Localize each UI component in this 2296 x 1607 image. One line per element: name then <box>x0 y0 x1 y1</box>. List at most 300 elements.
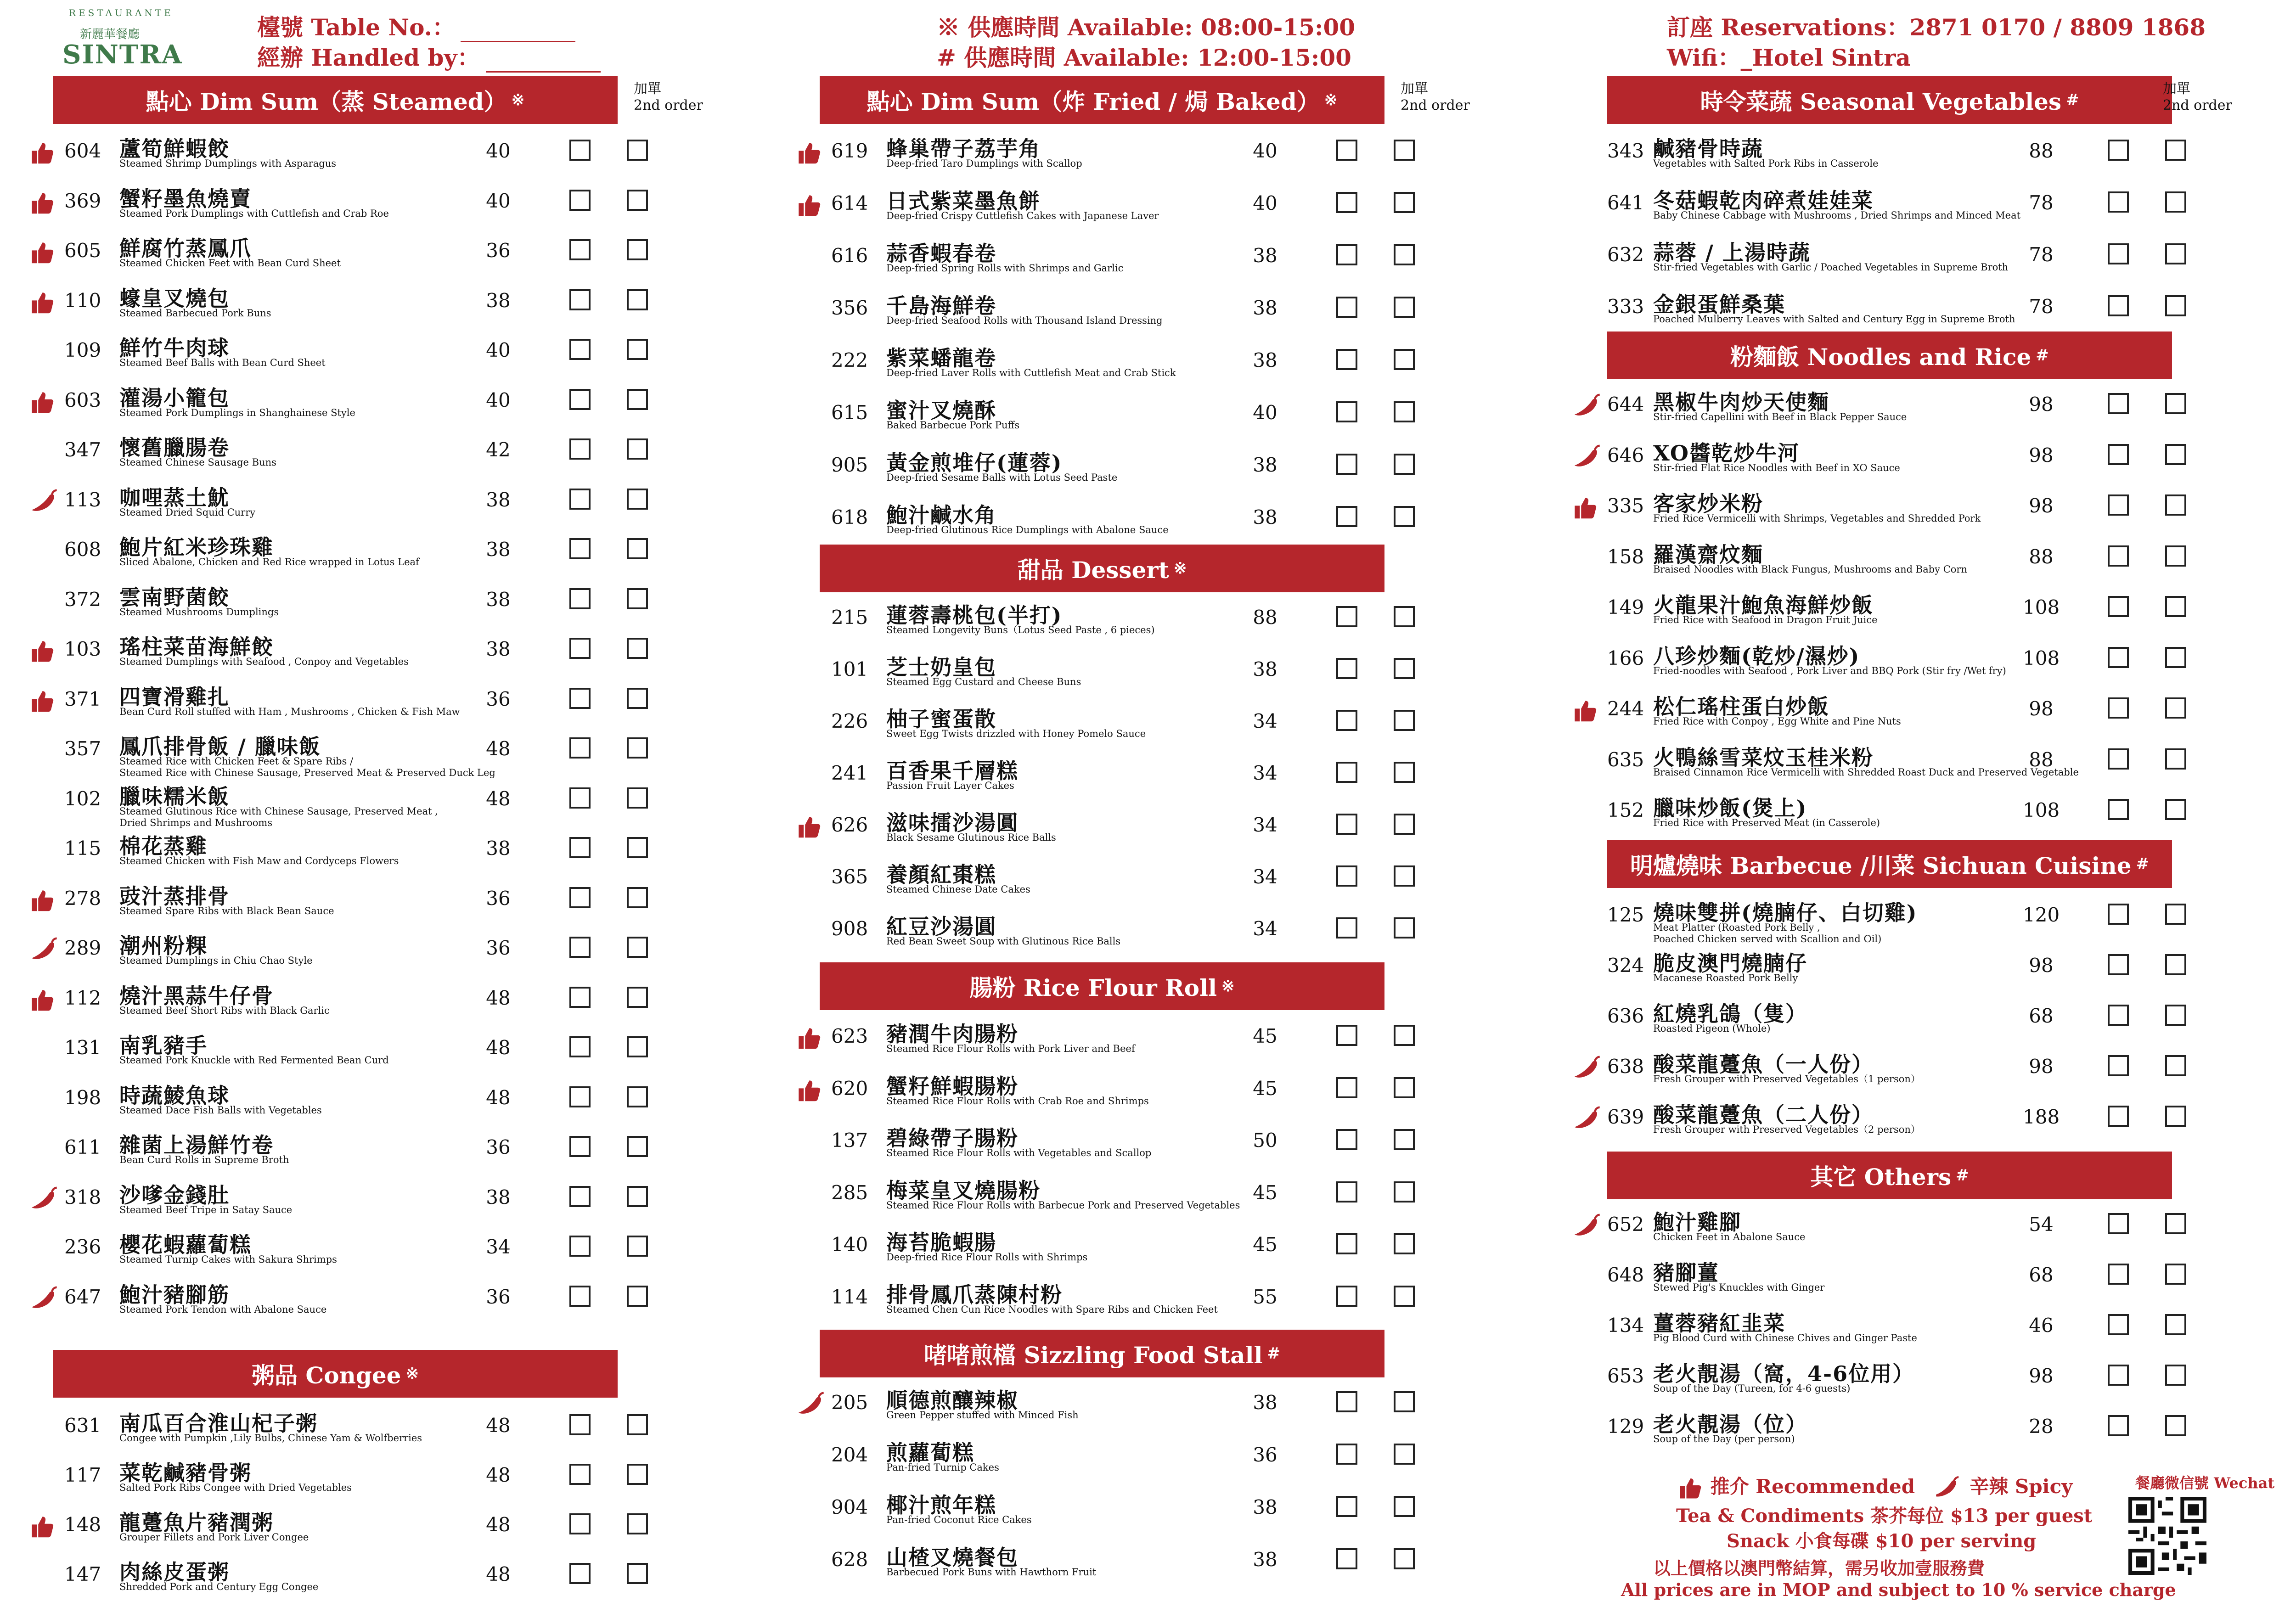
second-order-checkbox[interactable] <box>2165 799 2186 820</box>
second-order-checkbox[interactable] <box>627 1036 648 1057</box>
second-order-checkbox[interactable] <box>2165 954 2186 975</box>
menu-item <box>794 1120 1437 1169</box>
second-order-checkbox[interactable] <box>627 1563 648 1584</box>
order-checkbox[interactable] <box>569 339 591 360</box>
no-mark <box>28 338 60 370</box>
item-code: 148 <box>64 1513 101 1536</box>
order-checkbox[interactable] <box>569 140 591 161</box>
second-order-checkbox[interactable] <box>627 389 648 410</box>
second-order-checkbox[interactable] <box>2165 393 2186 414</box>
item-name-cn: XO醬乾炒牛河 <box>1653 440 1800 466</box>
second-order-checkbox[interactable] <box>2165 494 2186 516</box>
second-order-checkbox[interactable] <box>627 638 648 659</box>
legend <box>1676 1472 2073 1502</box>
order-checkbox[interactable] <box>2108 191 2129 213</box>
order-checkbox[interactable] <box>569 1136 591 1157</box>
item-name-en: Steamed Beef Tripe in Satay Sauce <box>119 1204 293 1215</box>
item-name-cn: 臘味糯米飯 <box>119 784 230 809</box>
no-mark <box>28 1135 60 1167</box>
order-checkbox[interactable] <box>569 1086 591 1107</box>
order-checkbox[interactable] <box>2108 1314 2129 1335</box>
menu-item <box>794 392 1437 442</box>
item-code: 110 <box>64 289 101 312</box>
second-order-checkbox[interactable] <box>2165 748 2186 770</box>
order-checkbox[interactable] <box>2108 799 2129 820</box>
order-checkbox[interactable] <box>569 190 591 211</box>
item-name-cn: 豬腳薑 <box>1653 1260 1719 1285</box>
handled-by-input[interactable] <box>486 50 601 73</box>
second-order-checkbox[interactable] <box>2165 647 2186 668</box>
wechat-label: 餐廳微信號 Wechat <box>2135 1474 2275 1492</box>
item-name-en: Congee with Pumpkin ,Lily Bulbs, Chinese Yam & Wolfberries <box>119 1433 422 1444</box>
second-order-checkbox[interactable] <box>1394 865 1415 887</box>
second-order-checkbox[interactable] <box>627 1086 648 1107</box>
second-order-checkbox[interactable] <box>1394 1181 1415 1202</box>
item-price: 48 <box>486 1086 511 1109</box>
item-price: 38 <box>486 488 511 511</box>
item-price: 36 <box>486 687 511 710</box>
second-order-checkbox[interactable] <box>627 737 648 759</box>
second-order-checkbox[interactable] <box>1394 606 1415 627</box>
no-mark <box>794 865 827 897</box>
order-checkbox[interactable] <box>569 937 591 958</box>
second-order-checkbox[interactable] <box>627 1186 648 1207</box>
second-order-checkbox[interactable] <box>627 588 648 609</box>
second-order-checkbox[interactable] <box>627 1286 648 1307</box>
item-name-cn: 鮑汁豬腳筋 <box>119 1282 230 1307</box>
second-order-checkbox[interactable] <box>1394 1025 1415 1046</box>
recommended-mark <box>28 637 60 669</box>
order-checkbox[interactable] <box>1336 1233 1357 1254</box>
second-order-checkbox[interactable] <box>627 887 648 908</box>
item-name-en: Fried Rice Vermicelli with Shrimps, Vegetables and Shredded Pork <box>1653 513 1981 524</box>
order-checkbox[interactable] <box>2108 545 2129 567</box>
second-order-checkbox[interactable] <box>1394 401 1415 422</box>
table-no-input[interactable] <box>461 20 575 42</box>
order-checkbox[interactable] <box>2108 1365 2129 1386</box>
item-price: 188 <box>2023 1106 2060 1128</box>
second-order-checkbox[interactable] <box>2165 140 2186 161</box>
second-order-checkbox[interactable] <box>1394 192 1415 213</box>
menu-item <box>28 230 670 280</box>
second-order-checkbox[interactable] <box>1394 506 1415 527</box>
thumbs-up-icon <box>28 238 56 267</box>
order-checkbox[interactable] <box>2108 140 2129 161</box>
no-mark <box>794 400 827 433</box>
thumbs-up-icon <box>794 1076 823 1105</box>
order-checkbox[interactable] <box>2108 1106 2129 1127</box>
order-checkbox[interactable] <box>1336 606 1357 627</box>
order-checkbox[interactable] <box>569 389 591 410</box>
order-checkbox[interactable] <box>569 1186 591 1207</box>
order-checkbox[interactable] <box>2108 444 2129 465</box>
order-checkbox[interactable] <box>1336 1286 1357 1307</box>
second-order-checkbox[interactable] <box>1394 710 1415 731</box>
item-name-en: Stir-fried Flat Rice Noodles with Beef in XO Sauce <box>1653 462 1900 473</box>
second-order-checkbox[interactable] <box>627 1513 648 1534</box>
menu-item <box>794 856 1437 906</box>
section-mark: ※ <box>1173 559 1187 578</box>
item-name-cn: 蠔皇叉燒包 <box>119 286 230 311</box>
thumbs-up-icon <box>794 139 823 167</box>
second-order-checkbox[interactable] <box>2165 444 2186 465</box>
order-checkbox[interactable] <box>1336 1444 1357 1465</box>
second-order-checkbox[interactable] <box>2165 1055 2186 1076</box>
right-column <box>1570 0 2296 1607</box>
item-name-en: Deep-fried Sesame Balls with Lotus Seed Paste <box>886 472 1118 483</box>
menu-item <box>1570 587 2213 636</box>
item-name-cn: 火龍果汁鮑魚海鮮炒飯 <box>1653 593 1874 618</box>
menu-item <box>1570 739 2213 789</box>
item-name-en: Steamed Beef Balls with Bean Curd Sheet <box>119 357 326 368</box>
menu-item <box>794 130 1437 180</box>
second-order-checkbox[interactable] <box>1394 297 1415 318</box>
chili-icon <box>1931 1474 1963 1502</box>
recommended-mark <box>794 1024 827 1056</box>
item-price: 34 <box>1253 917 1277 940</box>
item-name-en: Baked Barbecue Pork Puffs <box>886 420 1020 431</box>
order-checkbox[interactable] <box>2108 647 2129 668</box>
item-name-en: Steamed Chinese Date Cakes <box>886 884 1030 895</box>
no-mark <box>1570 1414 1603 1446</box>
order-checkbox[interactable] <box>1336 1548 1357 1569</box>
item-name-cn: 蜜汁叉燒酥 <box>886 398 996 423</box>
second-order-checkbox[interactable] <box>1394 1077 1415 1098</box>
order-checkbox[interactable] <box>569 1036 591 1057</box>
order-checkbox[interactable] <box>569 239 591 260</box>
menu-item <box>794 340 1437 389</box>
second-order-checkbox[interactable] <box>627 1236 648 1257</box>
order-checkbox[interactable] <box>1336 506 1357 527</box>
order-checkbox[interactable] <box>1336 349 1357 370</box>
item-name-cn: 鳳爪排骨飯 / 臘味飯 <box>119 734 321 759</box>
item-price: 40 <box>1253 401 1277 424</box>
item-price: 36 <box>486 937 511 959</box>
second-order-checkbox[interactable] <box>627 239 648 260</box>
section-title: 時令菜蔬 Seasonal Vegetables <box>1700 88 2062 115</box>
item-name-cn: 紅燒乳鴿（隻） <box>1653 1001 1807 1026</box>
no-mark <box>794 1443 827 1475</box>
order-checkbox[interactable] <box>569 489 591 510</box>
menu-item <box>28 380 670 429</box>
second-order-checkbox[interactable] <box>627 438 648 460</box>
logo-en-text: SINTRA <box>62 39 183 70</box>
item-name-en: Fresh Grouper with Preserved Vegetables（1 person） <box>1653 1073 1920 1084</box>
menu-item <box>1570 1355 2213 1405</box>
item-name-en: Grouper Fillets and Pork Liver Congee <box>119 1532 309 1543</box>
order-checkbox[interactable] <box>1336 297 1357 318</box>
second-order-checkbox[interactable] <box>1394 244 1415 265</box>
second-order-checkbox[interactable] <box>2165 1365 2186 1386</box>
no-mark <box>28 836 60 868</box>
second-order-checkbox[interactable] <box>1394 1444 1415 1465</box>
order-checkbox[interactable] <box>2108 697 2129 719</box>
item-name-en: Red Bean Sweet Soup with Glutinous Rice Balls <box>886 936 1121 947</box>
second-order-checkbox[interactable] <box>627 339 648 360</box>
order-checkbox[interactable] <box>1336 140 1357 161</box>
second-order-checkbox[interactable] <box>1394 1496 1415 1517</box>
no-mark <box>1570 294 1603 326</box>
item-name-cn: 養顏紅棗糕 <box>886 862 996 887</box>
menu-item <box>794 444 1437 494</box>
chili-icon <box>1570 443 1604 472</box>
order-checkbox[interactable] <box>1336 762 1357 783</box>
no-mark <box>28 1235 60 1267</box>
order-checkbox[interactable] <box>2108 954 2129 975</box>
second-order-checkbox[interactable] <box>2165 697 2186 719</box>
order-checkbox[interactable] <box>569 1563 591 1584</box>
order-checkbox[interactable] <box>1336 710 1357 731</box>
section-mark: # <box>2066 91 2079 109</box>
menu-item <box>28 1077 670 1127</box>
second-order-checkbox[interactable] <box>2165 904 2186 925</box>
order-checkbox[interactable] <box>2108 243 2129 264</box>
order-checkbox[interactable] <box>1336 192 1357 213</box>
no-mark <box>1570 545 1603 577</box>
thumbs-up-icon <box>28 687 56 715</box>
item-code: 101 <box>831 658 868 680</box>
item-name-cn: 蘆筍鮮蝦餃 <box>119 136 230 161</box>
second-order-checkbox[interactable] <box>2165 1415 2186 1436</box>
spicy-mark <box>1570 1054 1603 1086</box>
item-price: 38 <box>1253 349 1277 371</box>
order-checkbox[interactable] <box>569 438 591 460</box>
second-order-checkbox[interactable] <box>2165 1005 2186 1026</box>
second-order-label <box>1401 81 1470 114</box>
item-price: 38 <box>1253 658 1277 680</box>
menu-item <box>1570 790 2213 839</box>
order-checkbox[interactable] <box>2108 295 2129 316</box>
thumbs-up-icon <box>794 1024 823 1052</box>
item-price: 48 <box>486 1036 511 1059</box>
order-checkbox[interactable] <box>569 638 591 659</box>
item-name-cn: 冬菇蝦乾肉碎煮娃娃菜 <box>1653 188 1874 213</box>
second-order-checkbox[interactable] <box>627 1136 648 1157</box>
second-order-checkbox[interactable] <box>2165 545 2186 567</box>
order-checkbox[interactable] <box>569 887 591 908</box>
second-order-checkbox[interactable] <box>627 787 648 809</box>
second-order-checkbox[interactable] <box>627 837 648 858</box>
second-order-text: 加單 2nd order <box>1401 81 1470 113</box>
item-price: 88 <box>2029 748 2054 771</box>
item-name-cn: 黑椒牛肉炒天使麵 <box>1653 390 1829 415</box>
second-order-checkbox[interactable] <box>1394 1129 1415 1150</box>
second-order-checkbox[interactable] <box>627 538 648 559</box>
second-order-text: 加單 2nd order <box>634 81 703 113</box>
second-order-checkbox[interactable] <box>627 289 648 310</box>
no-mark <box>794 1180 827 1213</box>
order-checkbox[interactable] <box>569 588 591 609</box>
order-checkbox[interactable] <box>1336 1496 1357 1517</box>
order-checkbox[interactable] <box>569 538 591 559</box>
section-sizzling <box>820 1330 1384 1377</box>
item-price: 40 <box>486 140 511 162</box>
item-code: 614 <box>831 192 868 214</box>
no-mark <box>1570 1364 1603 1396</box>
second-order-checkbox[interactable] <box>2165 243 2186 264</box>
second-order-checkbox[interactable] <box>627 489 648 510</box>
second-order-checkbox[interactable] <box>1394 140 1415 161</box>
menu-item <box>28 1226 670 1276</box>
spicy-mark <box>1570 443 1603 475</box>
order-checkbox[interactable] <box>2108 1415 2129 1436</box>
order-checkbox[interactable] <box>569 1414 591 1435</box>
table-no-label: 檯號 Table No.： <box>257 14 455 41</box>
item-code: 356 <box>831 297 868 319</box>
second-order-checkbox[interactable] <box>1394 658 1415 679</box>
item-name-en: Deep-fried Rice Flour Rolls with Shrimps <box>886 1252 1088 1263</box>
item-name-cn: 肉絲皮蛋粥 <box>119 1560 230 1585</box>
second-order-checkbox[interactable] <box>1394 1391 1415 1412</box>
order-checkbox[interactable] <box>569 987 591 1008</box>
order-checkbox[interactable] <box>1336 401 1357 422</box>
item-price: 88 <box>2029 545 2054 568</box>
item-price: 45 <box>1253 1077 1277 1100</box>
no-mark <box>794 453 827 485</box>
item-name-cn: 南乳豬手 <box>119 1033 208 1058</box>
second-order-checkbox[interactable] <box>627 688 648 709</box>
order-checkbox[interactable] <box>569 1513 591 1534</box>
item-name-cn: 南瓜百合淮山杞子粥 <box>119 1411 318 1436</box>
order-checkbox[interactable] <box>1336 244 1357 265</box>
order-checkbox[interactable] <box>1336 1129 1357 1150</box>
item-code: 904 <box>831 1496 868 1518</box>
order-checkbox[interactable] <box>2108 494 2129 516</box>
item-code: 635 <box>1607 748 1644 771</box>
item-name-en: Steamed Dumplings in Chiu Chao Style <box>119 955 313 966</box>
menu-item <box>794 753 1437 802</box>
second-order-checkbox[interactable] <box>2165 596 2186 617</box>
menu-item <box>28 1455 670 1504</box>
menu-item <box>1570 1204 2213 1253</box>
item-code: 648 <box>1607 1264 1644 1286</box>
second-order-checkbox[interactable] <box>1394 1233 1415 1254</box>
second-order-checkbox[interactable] <box>1394 349 1415 370</box>
order-checkbox[interactable] <box>2108 393 2129 414</box>
second-order-checkbox[interactable] <box>2165 1106 2186 1127</box>
thumbs-up-icon <box>28 388 56 416</box>
item-code: 158 <box>1607 545 1644 568</box>
handled-by-field[interactable] <box>257 39 601 73</box>
logo-cn-text: 新麗華餐廳 <box>80 28 140 41</box>
order-checkbox[interactable] <box>2108 596 2129 617</box>
section-mark: ※ <box>511 91 525 109</box>
no-mark <box>28 1413 60 1445</box>
table-no-field[interactable] <box>257 9 575 42</box>
second-order-checkbox[interactable] <box>627 140 648 161</box>
order-checkbox[interactable] <box>569 688 591 709</box>
order-checkbox[interactable] <box>2108 1213 2129 1234</box>
second-order-checkbox[interactable] <box>1394 1286 1415 1307</box>
item-name-cn: 時蔬鯪魚球 <box>119 1083 230 1108</box>
order-checkbox[interactable] <box>1336 814 1357 835</box>
second-order-checkbox[interactable] <box>627 190 648 211</box>
second-order-checkbox[interactable] <box>1394 917 1415 938</box>
item-name-cn: 鮮腐竹蒸鳳爪 <box>119 236 252 261</box>
order-checkbox[interactable] <box>1336 1391 1357 1412</box>
order-checkbox[interactable] <box>1336 865 1357 887</box>
order-checkbox[interactable] <box>569 1236 591 1257</box>
order-checkbox[interactable] <box>569 737 591 759</box>
item-price: 78 <box>2029 243 2054 266</box>
item-price: 48 <box>486 737 511 760</box>
wechat-qr-code[interactable] <box>2128 1497 2206 1575</box>
menu-item <box>28 1027 670 1077</box>
order-checkbox[interactable] <box>569 289 591 310</box>
second-order-checkbox[interactable] <box>2165 191 2186 213</box>
item-name-en: Macanese Roasted Pork Belly <box>1653 972 1798 983</box>
second-order-checkbox[interactable] <box>627 1414 648 1435</box>
price-note-en: All prices are in MOP and subject to 10 % service charge <box>1621 1579 2176 1600</box>
second-order-checkbox[interactable] <box>1394 762 1415 783</box>
order-checkbox[interactable] <box>2108 1264 2129 1285</box>
order-checkbox[interactable] <box>1336 917 1357 938</box>
order-checkbox[interactable] <box>569 837 591 858</box>
item-code: 125 <box>1607 904 1644 926</box>
second-order-checkbox[interactable] <box>2165 1213 2186 1234</box>
order-checkbox[interactable] <box>569 1286 591 1307</box>
order-checkbox[interactable] <box>1336 1077 1357 1098</box>
item-name-en: Stir-fried Vegetables with Garlic / Poached Vegetables in Supreme Broth <box>1653 262 2009 273</box>
order-checkbox[interactable] <box>2108 748 2129 770</box>
item-name-cn: 雲南野菌餃 <box>119 584 230 610</box>
order-checkbox[interactable] <box>1336 1181 1357 1202</box>
item-name-en: Deep-fried Seafood Rolls with Thousand Island Dressing <box>886 315 1163 326</box>
menu-item <box>1570 130 2213 180</box>
second-order-checkbox[interactable] <box>1394 814 1415 835</box>
no-mark <box>28 1562 60 1594</box>
order-checkbox[interactable] <box>2108 1055 2129 1076</box>
menu-item <box>28 579 670 629</box>
item-name-cn: 煎蘿蔔糕 <box>886 1440 974 1465</box>
no-mark <box>1570 191 1603 223</box>
item-price: 120 <box>2023 904 2060 926</box>
no-mark <box>1570 747 1603 780</box>
order-checkbox[interactable] <box>1336 658 1357 679</box>
item-code: 205 <box>831 1391 868 1414</box>
second-order-checkbox[interactable] <box>627 937 648 958</box>
order-checkbox[interactable] <box>2108 1005 2129 1026</box>
item-name-en: Stewed Pig's Knuckles with Ginger <box>1653 1282 1825 1293</box>
second-order-checkbox[interactable] <box>627 987 648 1008</box>
second-order-checkbox[interactable] <box>1394 454 1415 475</box>
menu-item <box>794 1487 1437 1536</box>
second-order-checkbox[interactable] <box>2165 1314 2186 1335</box>
order-checkbox[interactable] <box>1336 454 1357 475</box>
no-mark <box>28 1463 60 1495</box>
item-name-cn: 紅豆沙湯圓 <box>886 914 996 939</box>
item-code: 638 <box>1607 1055 1644 1078</box>
order-checkbox[interactable] <box>569 1464 591 1485</box>
thumbs-up-icon <box>1570 494 1599 522</box>
order-checkbox[interactable] <box>569 787 591 809</box>
section-dessert <box>820 545 1384 592</box>
order-checkbox[interactable] <box>2108 904 2129 925</box>
item-code: 644 <box>1607 393 1644 416</box>
second-order-checkbox[interactable] <box>2165 295 2186 316</box>
second-order-checkbox[interactable] <box>2165 1264 2186 1285</box>
item-code: 149 <box>1607 596 1644 618</box>
item-price: 98 <box>2029 444 2054 466</box>
order-checkbox[interactable] <box>1336 1025 1357 1046</box>
chili-icon <box>1570 1054 1604 1083</box>
second-order-checkbox[interactable] <box>627 1464 648 1485</box>
section-mark: # <box>1956 1166 1969 1185</box>
second-order-checkbox[interactable] <box>1394 1548 1415 1569</box>
item-name-en: Steamed Spare Ribs with Black Bean Sauce <box>119 905 334 916</box>
item-price: 34 <box>1253 710 1277 732</box>
menu-item <box>28 180 670 230</box>
